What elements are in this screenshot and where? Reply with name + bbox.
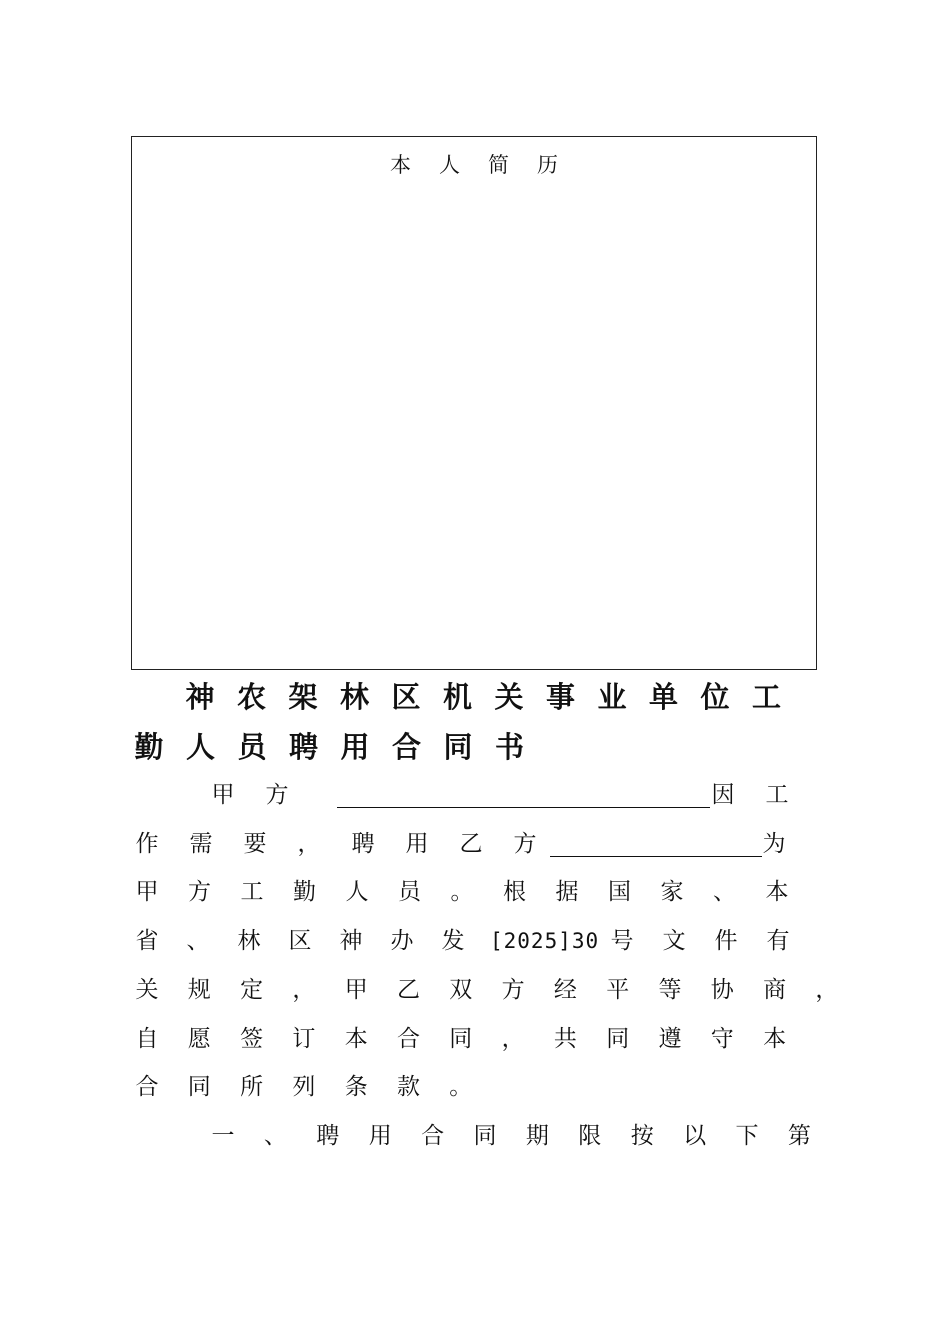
party-a-blank[interactable]	[337, 807, 710, 808]
text-glyph: 神	[339, 928, 363, 954]
text-glyph: 农	[236, 680, 266, 714]
text-glyph: 商	[763, 977, 787, 1003]
text-glyph: 方	[265, 782, 289, 808]
text-glyph: 位	[700, 680, 730, 714]
text-glyph: 工	[765, 782, 789, 808]
text-glyph: 规	[187, 977, 211, 1003]
section1-heading	[0, 1120, 950, 1160]
text-glyph: 用	[368, 1123, 392, 1149]
text-glyph: 订	[292, 1026, 316, 1052]
text-glyph: 下	[735, 1123, 759, 1149]
text-glyph: 方	[188, 879, 211, 905]
text-glyph: 合	[397, 1026, 420, 1052]
text-glyph: 聘	[351, 831, 375, 857]
party-b-blank[interactable]	[550, 856, 762, 857]
text-glyph: 、	[263, 1123, 287, 1149]
text-glyph: 勤	[134, 730, 164, 764]
text-glyph: 。	[449, 1074, 473, 1100]
text-glyph: 同	[187, 1074, 211, 1100]
text-glyph: 列	[292, 1074, 316, 1100]
text-glyph: 甲	[135, 879, 159, 905]
text-glyph: 定	[240, 977, 264, 1003]
text-glyph: 员	[398, 879, 421, 905]
text-glyph: 同	[473, 1123, 497, 1149]
text-glyph: 方	[501, 977, 525, 1003]
text-glyph: 签	[240, 1026, 264, 1052]
para1-line4	[0, 925, 950, 965]
text-glyph: 合	[421, 1123, 445, 1149]
text-glyph: 甲	[344, 977, 368, 1003]
text-glyph: 按	[630, 1123, 654, 1149]
text-glyph: 遵	[658, 1026, 682, 1052]
text-glyph: 为	[762, 831, 786, 857]
text-glyph: 聘	[316, 1123, 340, 1149]
text-glyph: 书	[494, 730, 524, 764]
text-glyph: 聘	[288, 730, 318, 764]
text-glyph: 要	[243, 831, 267, 857]
text-glyph: 本	[344, 1026, 368, 1052]
text-glyph: 人	[345, 879, 369, 905]
text-glyph: 经	[553, 977, 577, 1003]
text-glyph: 架	[288, 680, 318, 714]
text-glyph: 林	[237, 928, 261, 954]
text-glyph: 双	[449, 977, 473, 1003]
text-glyph: 平	[606, 977, 630, 1003]
text-glyph: 件	[714, 928, 738, 954]
text-glyph: 条	[344, 1074, 368, 1100]
text-glyph: 愿	[187, 1026, 211, 1052]
text-glyph: 所	[240, 1074, 264, 1100]
text-glyph: 用	[405, 831, 429, 857]
text-glyph: 工	[751, 680, 781, 714]
text-glyph: 神	[185, 680, 215, 714]
text-glyph: 发	[441, 928, 465, 954]
text-glyph: 业	[597, 680, 627, 714]
text-glyph: 需	[189, 831, 213, 857]
text-glyph: 区	[391, 680, 421, 714]
text-glyph: 有	[766, 928, 790, 954]
text-glyph: 一	[211, 1123, 235, 1149]
text-glyph: 本	[763, 1026, 787, 1052]
text-glyph: 合	[135, 1074, 159, 1100]
text-glyph: 合	[391, 730, 421, 764]
text-glyph: 甲	[211, 782, 235, 808]
text-glyph: ，	[501, 1026, 525, 1052]
text-glyph: 同	[449, 1026, 473, 1052]
text-glyph: 据	[555, 879, 579, 905]
text-glyph: 自	[135, 1026, 159, 1052]
text-glyph: 共	[553, 1026, 577, 1052]
text-glyph: 期	[525, 1123, 549, 1149]
text-glyph: 限	[578, 1123, 602, 1149]
text-glyph: 办	[390, 928, 414, 954]
text-glyph: 同	[606, 1026, 630, 1052]
resume-title: 本人简历	[390, 153, 586, 177]
text-glyph: 国	[608, 879, 631, 905]
text-glyph: 勤	[293, 879, 316, 905]
para1-line7	[0, 1071, 950, 1111]
text-glyph: 根	[503, 879, 526, 905]
text-glyph: 协	[710, 977, 734, 1003]
para1-line1	[0, 779, 950, 819]
text-glyph: 单	[648, 680, 678, 714]
text-glyph: 守	[710, 1026, 734, 1052]
text-glyph: 文	[662, 928, 686, 954]
text-glyph: 区	[288, 928, 312, 954]
text-glyph: 、	[186, 928, 210, 954]
text-glyph: 因	[711, 782, 735, 808]
para1-line3	[0, 876, 950, 916]
text-glyph: 以	[683, 1123, 707, 1149]
text-glyph: 关	[494, 680, 524, 714]
text-glyph: 林	[339, 680, 369, 714]
text-glyph: 工	[240, 879, 264, 905]
text-glyph: 作	[135, 831, 159, 857]
text-glyph: 款	[397, 1074, 420, 1100]
para1-line6	[0, 1023, 950, 1063]
text-glyph: 方	[513, 831, 537, 857]
text-glyph: 号	[610, 928, 634, 954]
text-glyph: 事	[545, 680, 575, 714]
text-glyph: 省	[135, 928, 159, 954]
text-glyph: 、	[713, 879, 736, 905]
contract-title-line1	[0, 678, 950, 718]
document-number: [2025]30	[490, 929, 600, 953]
text-glyph: 关	[135, 977, 159, 1003]
text-glyph: 人	[185, 730, 215, 764]
text-glyph: 乙	[459, 831, 483, 857]
text-glyph: 等	[658, 977, 682, 1003]
text-glyph: ，	[297, 831, 321, 857]
para1-line2	[0, 828, 950, 868]
contract-title-line2	[0, 728, 950, 768]
text-glyph: 第	[787, 1123, 811, 1149]
text-glyph: 家	[660, 879, 684, 905]
text-glyph: ，	[815, 977, 839, 1003]
text-glyph: 本	[765, 879, 789, 905]
text-glyph: 机	[442, 680, 472, 714]
text-glyph: 。	[450, 879, 474, 905]
text-glyph: 用	[340, 730, 370, 764]
text-glyph: 乙	[397, 977, 420, 1003]
para1-line5	[0, 974, 950, 1014]
text-glyph: 同	[443, 730, 473, 764]
text-glyph: 员	[237, 730, 267, 764]
resume-box	[131, 136, 817, 670]
text-glyph: ，	[292, 977, 316, 1003]
